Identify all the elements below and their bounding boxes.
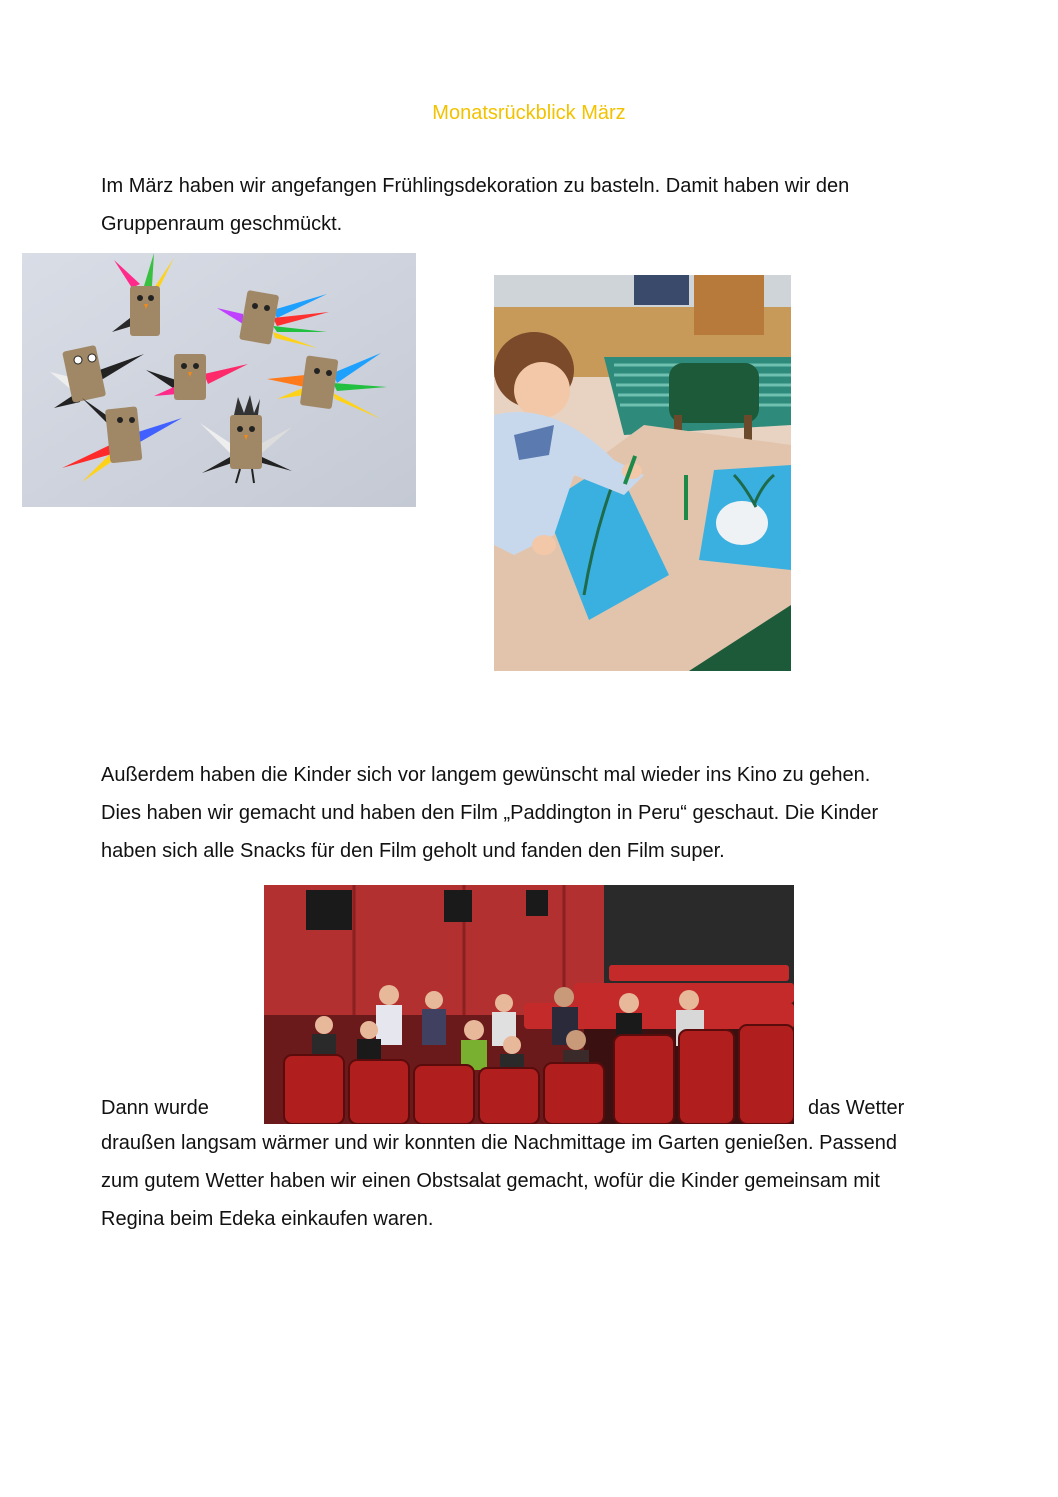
bird-crafts-photo xyxy=(22,253,416,507)
intro-line-1: Im März haben wir angefangen Frühlingsdekoration zu basteln. Damit haben wir den xyxy=(101,175,850,197)
weather-line-4: Regina beim Edeka einkaufen waren. xyxy=(101,1208,434,1230)
cinema-photo xyxy=(264,885,794,1124)
kino-paragraph xyxy=(101,756,961,870)
kino-line-3: haben sich alle Snacks für den Film geholt und fanden den Film super. xyxy=(101,840,725,862)
intro-paragraph xyxy=(101,167,961,243)
page-title: Monatsrückblick März xyxy=(432,102,626,124)
weather-line-3: zum gutem Wetter haben wir einen Obstsalat gemacht, wofür die Kinder gemeinsam mit xyxy=(101,1170,880,1192)
kino-line-2: Dies haben wir gemacht und haben den Film „Paddington in Peru“ geschaut. Die Kinder xyxy=(101,802,879,824)
weather-paragraph xyxy=(101,1124,961,1238)
painting-child-photo xyxy=(494,275,791,671)
intro-line-2: Gruppenraum geschmückt. xyxy=(101,213,343,235)
weather-start-text: Dann wurde xyxy=(101,1097,209,1119)
kino-line-1: Außerdem haben die Kinder sich vor langem gewünscht mal wieder ins Kino zu gehen. xyxy=(101,764,871,786)
weather-line-2: draußen langsam wärmer und wir konnten die Nachmittage im Garten genießen. Passend xyxy=(101,1132,897,1154)
weather-end-text: das Wetter xyxy=(808,1097,905,1119)
